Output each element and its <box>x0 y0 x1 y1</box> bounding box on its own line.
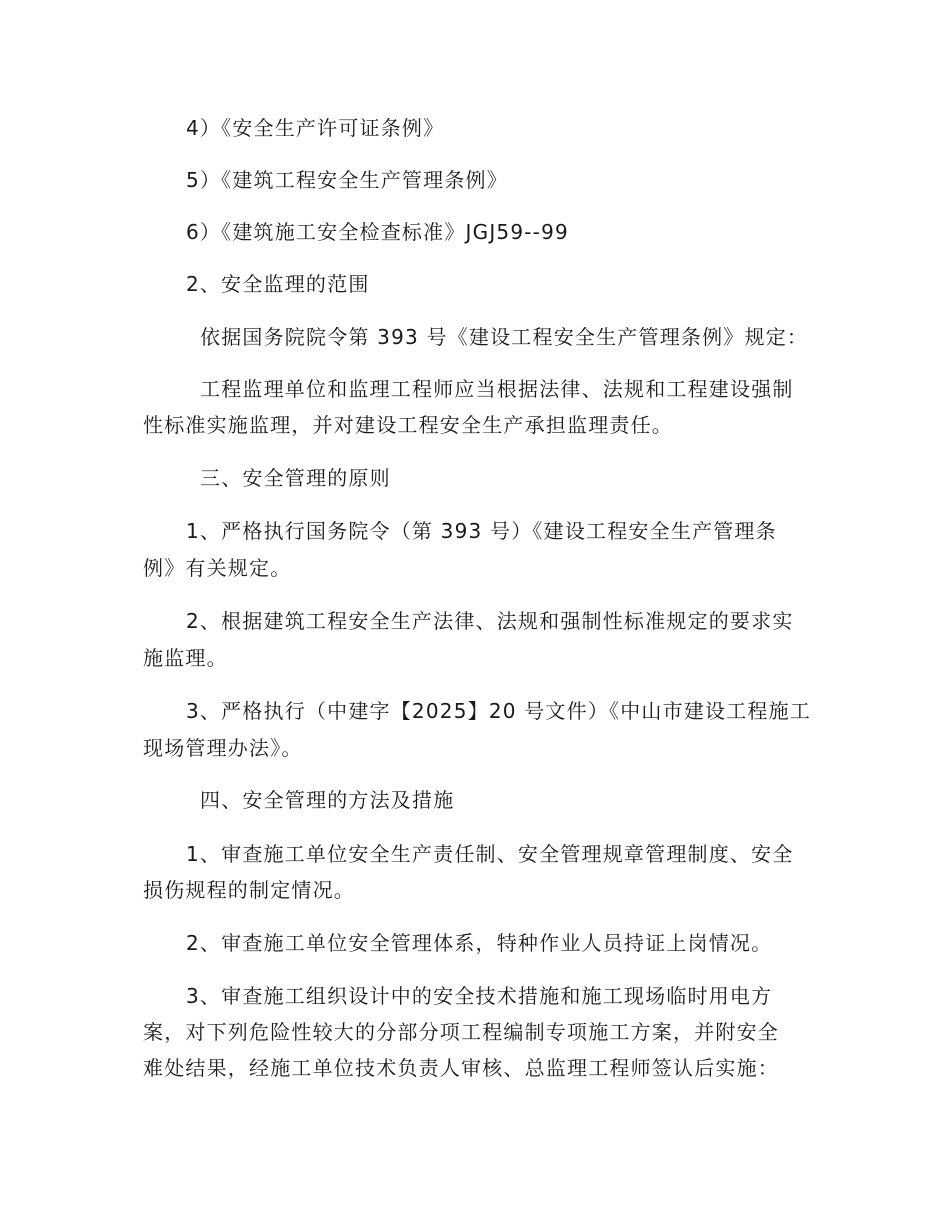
principle-item-1: 1、严格执行国务院令（第 393 号）《建设工程安全生产管理条 <box>186 519 777 543</box>
principle-item-2-continued: 施监理。 <box>143 646 228 670</box>
measure-item-2: 2、审查施工单位安全管理体系，特种作业人员持证上岗情况。 <box>186 931 773 955</box>
regulation-item-6: 6）《建筑施工安全检查标准》JGJ59--99 <box>186 220 569 244</box>
regulation-item-5: 5）《建筑工程安全生产管理条例》 <box>186 168 508 192</box>
principle-item-2: 2、根据建筑工程安全生产法律、法规和强制性标准规定的要求实 <box>186 609 794 633</box>
principle-item-3: 3、严格执行（中建字【2025】20 号文件）《中山市建设工程施工 <box>186 699 812 723</box>
measure-item-3-continued: 难处结果，经施工单位技术负责人审核、总监理工程师签认后实施： <box>143 1056 779 1080</box>
paragraph-text: 性标准实施监理，并对建设工程安全生产承担监理责任。 <box>143 413 673 437</box>
principle-item-3-continued: 现场管理办法》。 <box>143 736 303 760</box>
measure-item-1: 1、审查施工单位安全生产责任制、安全管理规章管理制度、安全 <box>186 842 794 866</box>
measure-item-3-continued: 案，对下列危险性较大的分部分项工程编制专项施工方案，并附安全 <box>143 1020 779 1044</box>
regulation-item-4: 4）《安全生产许可证条例》 <box>186 116 445 140</box>
measure-item-1-continued: 损伤规程的制定情况。 <box>143 878 355 902</box>
paragraph-text: 工程监理单位和监理工程师应当根据法律、法规和工程建设强制 <box>200 377 794 401</box>
section-heading-supervision-scope: 2、安全监理的范围 <box>186 272 370 296</box>
paragraph-text: 依据国务院院令第 393 号《建设工程安全生产管理条例》规定： <box>200 325 809 349</box>
section-heading-methods-measures: 四、安全管理的方法及措施 <box>200 788 455 812</box>
measure-item-3: 3、审查施工组织设计中的安全技术措施和施工现场临时用电方 <box>186 984 773 1008</box>
section-heading-safety-principles: 三、安全管理的原则 <box>200 466 391 490</box>
principle-item-1-continued: 例》有关规定。 <box>143 556 292 580</box>
